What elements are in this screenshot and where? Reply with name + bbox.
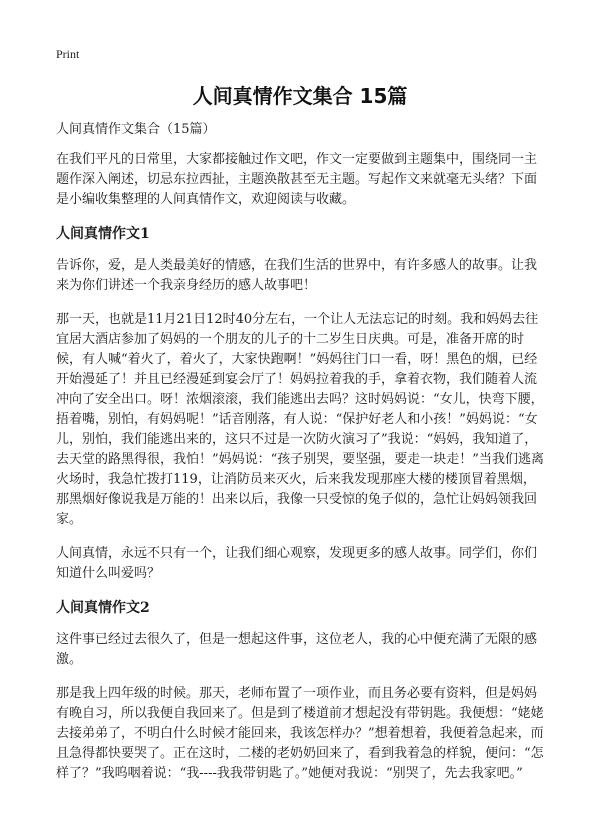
paragraph: 告诉你，爱，是人类最美好的情感，在我们生活的世界中，有许多感人的故事。让我来为你们讲述一个我亲身经历的感人故事吧！ [56, 258, 538, 293]
paragraph: 那是我上四年级的时候。那天，老师布置了一项作业，而且务必要有资料，但是妈妈有晚自习，所以我便自我回来了。但是到了楼道前才想起没有带钥匙。我便想：“姥姥去接弟弟了，不明白什么时候才能回来，我该怎样办？”想着想着，我便着急起来，而且急得都快要哭了。正在这时，二楼的老奶奶回来了，看到我着急的样貌，便问：“怎样了？”我呜咽着说：“我----我我带钥匙了。”她便对我说：“别哭了，先去我家吧。” [56, 686, 544, 781]
article-subtitle: 人间真情作文集合（15篇） [56, 122, 216, 137]
paragraph: 这件事已经过去很久了，但是一想起这件事，这位老人，我的心中便充满了无限的感激。 [56, 632, 538, 667]
section-heading: 人间真情作文1 [56, 226, 150, 242]
paragraph: 人间真情，永远不只有一个，让我们细心观察，发现更多的感人故事。同学们，你们知道什么叫爱吗？ [56, 546, 538, 581]
page-title: 人间真情作文集合 15篇 [192, 84, 408, 108]
article-body [56, 120, 546, 798]
paragraph: 那一天，也就是11月21日12时40分左右，一个让人无法忘记的时刻。我和妈妈去往宜居大酒店参加了妈妈的一个朋友的儿子的十二岁生日庆典。可是，准备开席的时候，有人喊“着火了，着火了，大家快跑啊！”妈妈往门口一看，呀！黑色的烟，已经开始漫延了！并且已经漫延到宴会厅了！妈妈拉着我的手，拿着衣物，我们随着人流冲向了安全出口。呀！浓烟滚滚，我们能逃出去吗？这时妈妈说：“女儿，快弯下腰，捂着嘴，别怕，有妈妈呢！”话音刚落，有人说：“保护好老人和小孩！”妈妈说：“女儿，别怕，我们能逃出来的，这只不过是一次防火演习了”我说：“妈妈，我知道了，去天堂的路黑得很，我怕！”妈妈说：“孩子别哭，要坚强，要走一块走！”当我们逃离火场时，我急忙拨打119，让消防员来灭火，后来我发现那座大楼的楼顶冒着黑烟，那黑烟好像说我是万能的！出来以后，我像一只受惊的兔子似的，急忙让妈妈领我回家。 [56, 312, 544, 527]
print-link[interactable]: Print [56, 47, 80, 61]
intro-paragraph: 在我们平凡的日常里，大家都接触过作文吧，作文一定要做到主题集中，围绕同一主题作深入阐述，切忌东拉西扯，主题涣散甚至无主题。写起作文来就毫无头绪？下面是小编收集整理的人间真情作文，欢迎阅读与收藏。 [56, 152, 538, 207]
section-heading: 人间真情作文2 [56, 600, 150, 616]
